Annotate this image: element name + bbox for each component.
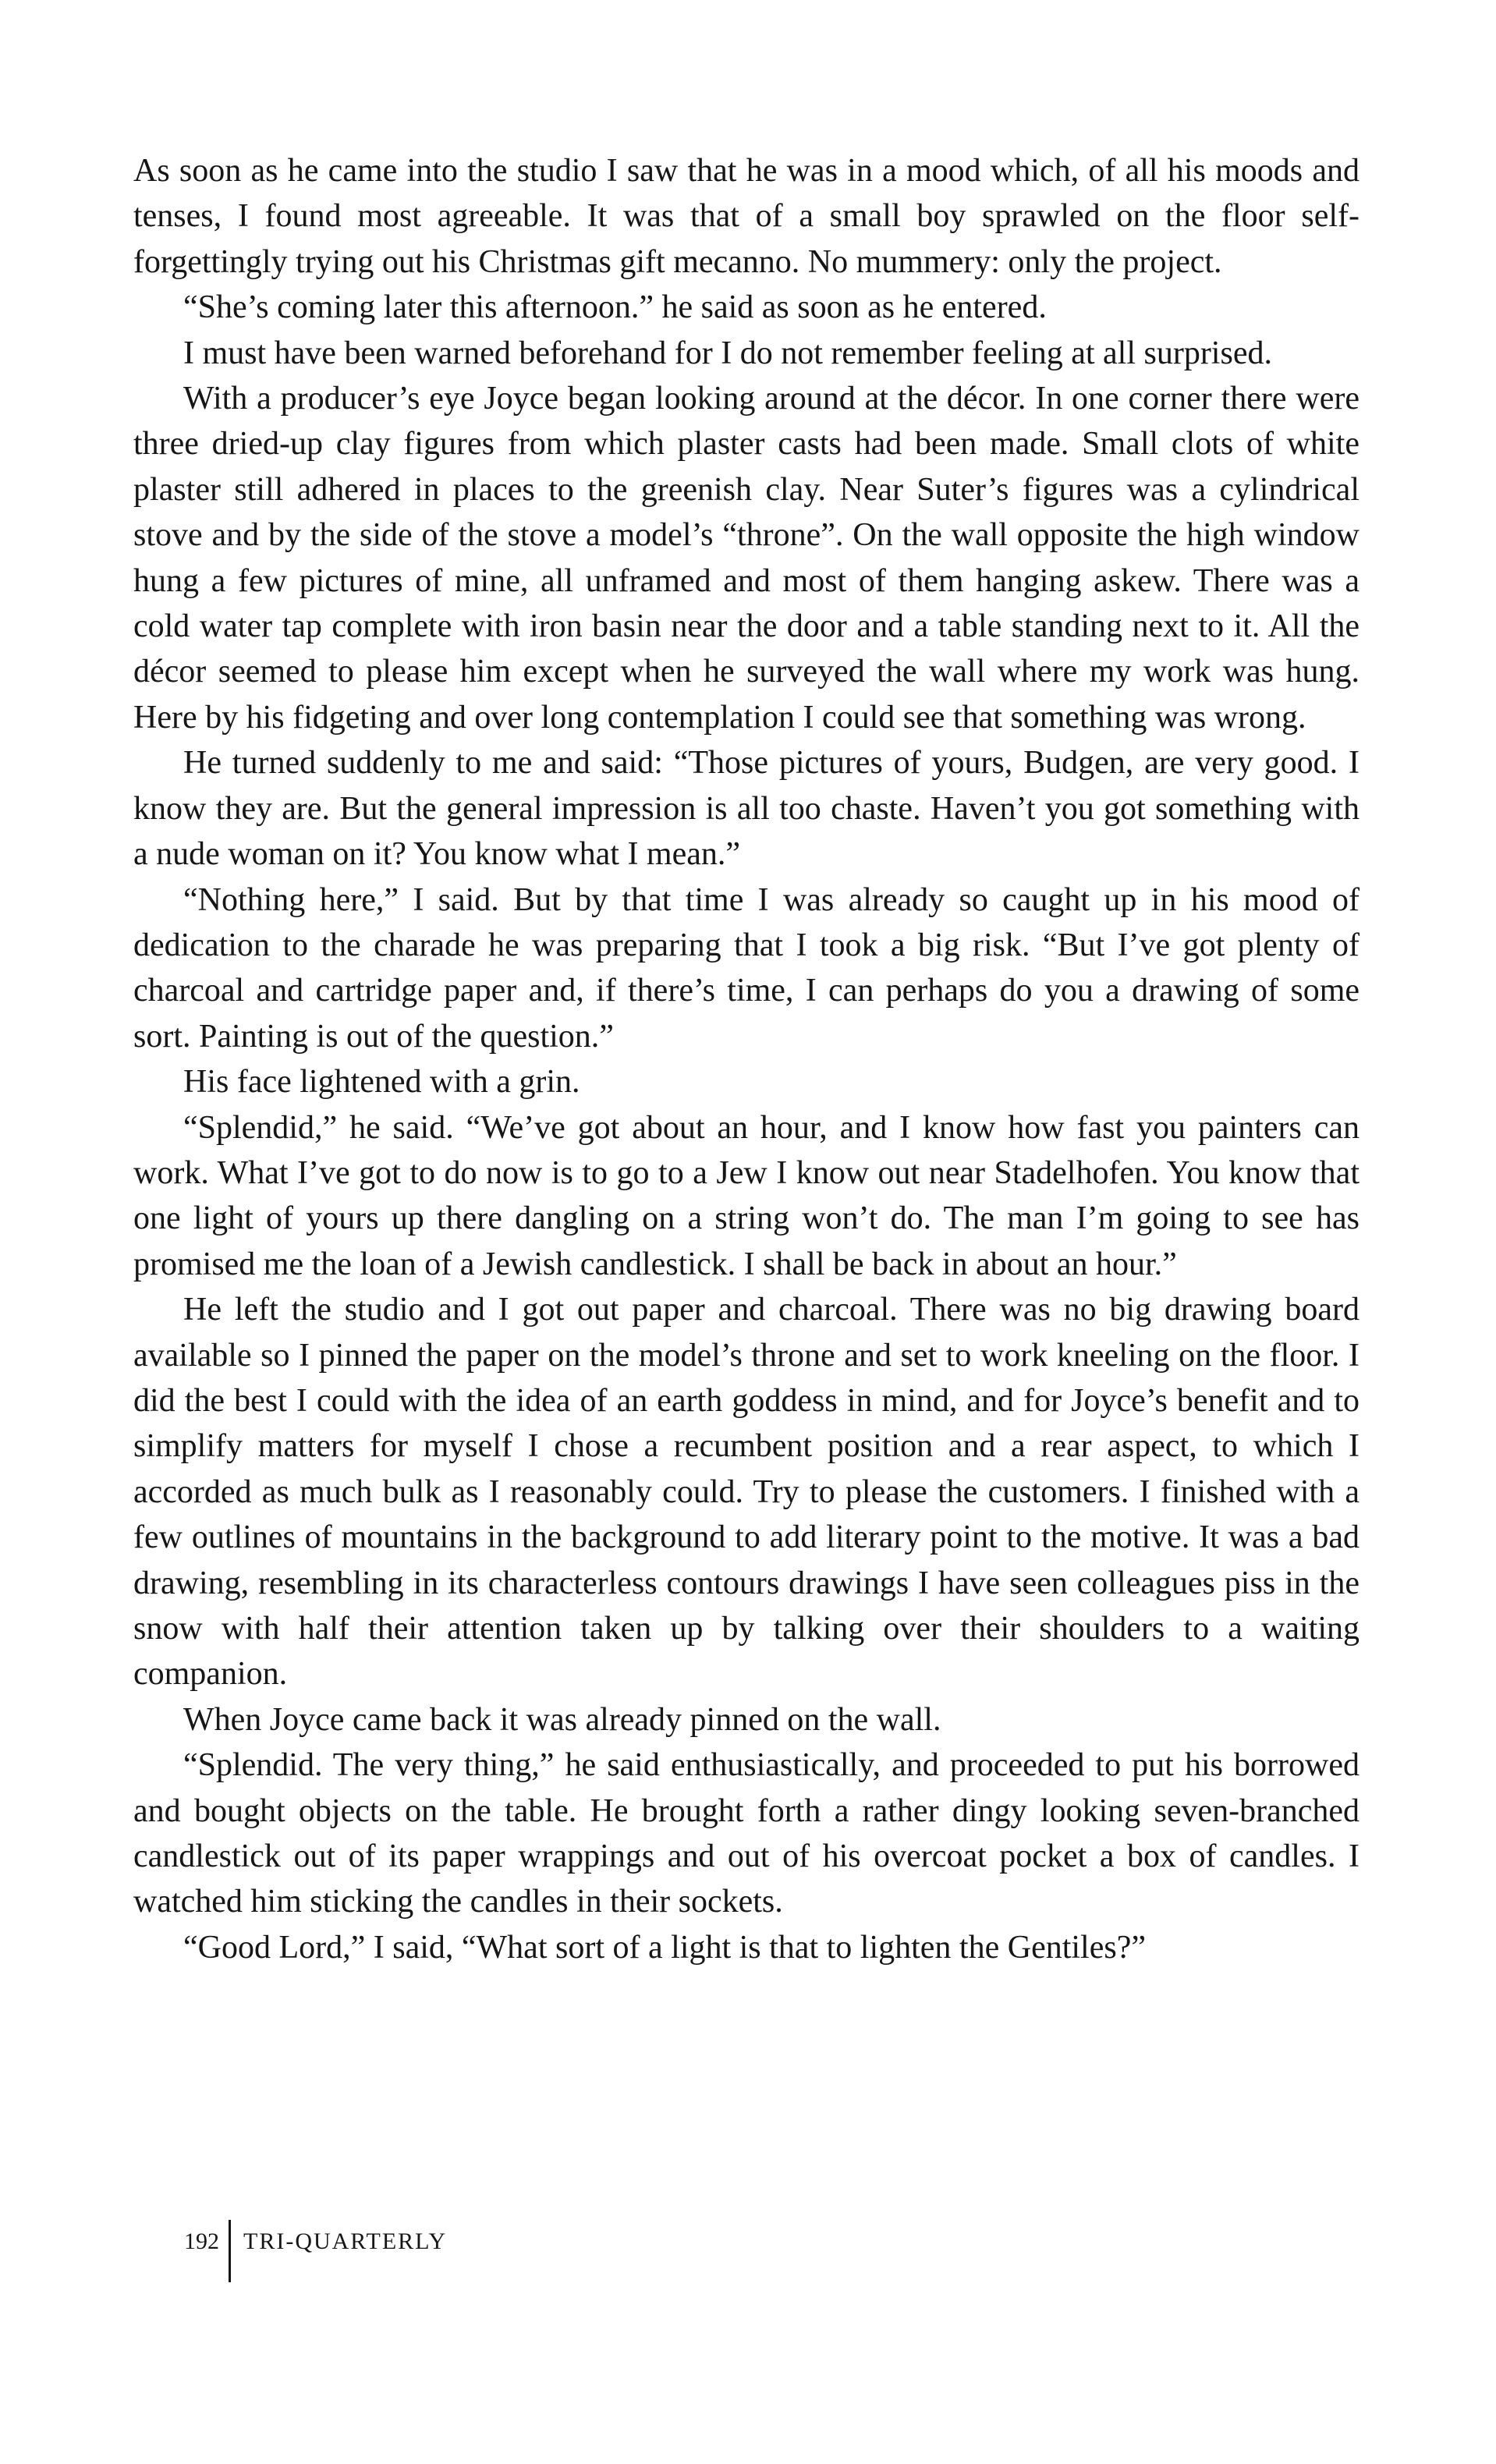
paragraph-3: I must have been warned beforehand for I do not remember feeling at all surprised. xyxy=(183,335,1272,371)
running-head: TRI-QUARTERLY xyxy=(243,2228,448,2254)
page-footer xyxy=(184,2220,447,2282)
paragraph-7: His face lightened with a grin. xyxy=(183,1064,580,1101)
paragraph-10: When Joyce came back it was already pinned on the wall. xyxy=(183,1701,941,1738)
page-number: 192 xyxy=(184,2228,219,2254)
paragraph-8: “Splendid,” he said. “We’ve got about an hour, and I know how fast you painters can work. What I’ve got to do now is to go to a Jew I know out near Stadelhofen. You know that one light of yours up there dangling on a string won’t do. The man I’m going to see has promised me the loan of a Jewish candlestick. I shall be back in about an hour.” xyxy=(133,1109,1360,1282)
paragraph-5: He turned suddenly to me and said: “Those pictures of yours, Budgen, are very good. I know they are. But the general impression is all too chaste. Haven’t you got something with a nude woman on it? You know what I mean.” xyxy=(133,745,1360,873)
paragraph-6: “Nothing here,” I said. But by that time I was already so caught up in his mood of dedication to the charade he was preparing that I took a big risk. “But I’ve got plenty of charcoal and cartridge paper and, if there’s time, I can perhaps do you a drawing of some sort. Painting is out of the question.” xyxy=(133,881,1360,1055)
paragraph-1: As soon as he came into the studio I saw that he was in a mood which, of all his moods and tenses, I found most agreeable. It was that of a small boy sprawled on the floor self-forgettingly trying out his Christmas gift mecanno. No mummery: only the project. xyxy=(133,153,1360,280)
paragraph-2: “She’s coming later this afternoon.” he said as soon as he entered. xyxy=(183,289,1047,326)
paragraph-12: “Good Lord,” I said, “What sort of a light is that to lighten the Gentiles?” xyxy=(183,1929,1146,1966)
paragraph-11: “Splendid. The very thing,” he said enthusiastically, and proceeded to put his borrowed and bought objects on the table. He brought forth a rather dingy looking seven-branched candlestick out of its paper wrappings and out of his overcoat pocket a box of candles. I watched him sticking the candles in their sockets. xyxy=(133,1747,1360,1920)
body-text xyxy=(133,148,1360,1970)
paragraph-9: He left the studio and I got out paper and charcoal. There was no big drawing board available so I pinned the paper on the model’s throne and set to work kneeling on the floor. I did the best I could with the idea of an earth goddess in mind, and for Joyce’s benefit and to simplify matters for myself I chose a recumbent position and a rear aspect, to which I accorded as much bulk as I reasonably could. Try to please the customers. I finished with a few outlines of mountains in the background to add literary point to the motive. It was a bad drawing, resembling in its characterless contours drawings I have seen colleagues piss in the snow with half their attention taken up by talking over their shoulders to a waiting companion. xyxy=(133,1292,1360,1693)
paragraph-4: With a producer’s eye Joyce began looking around at the décor. In one corner there were three dried-up clay figures from which plaster casts had been made. Small clots of white plaster still adhered in places to the greenish clay. Near Suter’s figures was a cylindrical stove and by the side of the stove a model’s “throne”. On the wall opposite the high window hung a few pictures of mine, all unframed and most of them hanging askew. There was a cold water tap complete with iron basin near the door and a table standing next to it. All the décor seemed to please him except when he surveyed the wall where my work was hung. Here by his fidgeting and over long contemplation I could see that something was wrong. xyxy=(133,381,1360,736)
